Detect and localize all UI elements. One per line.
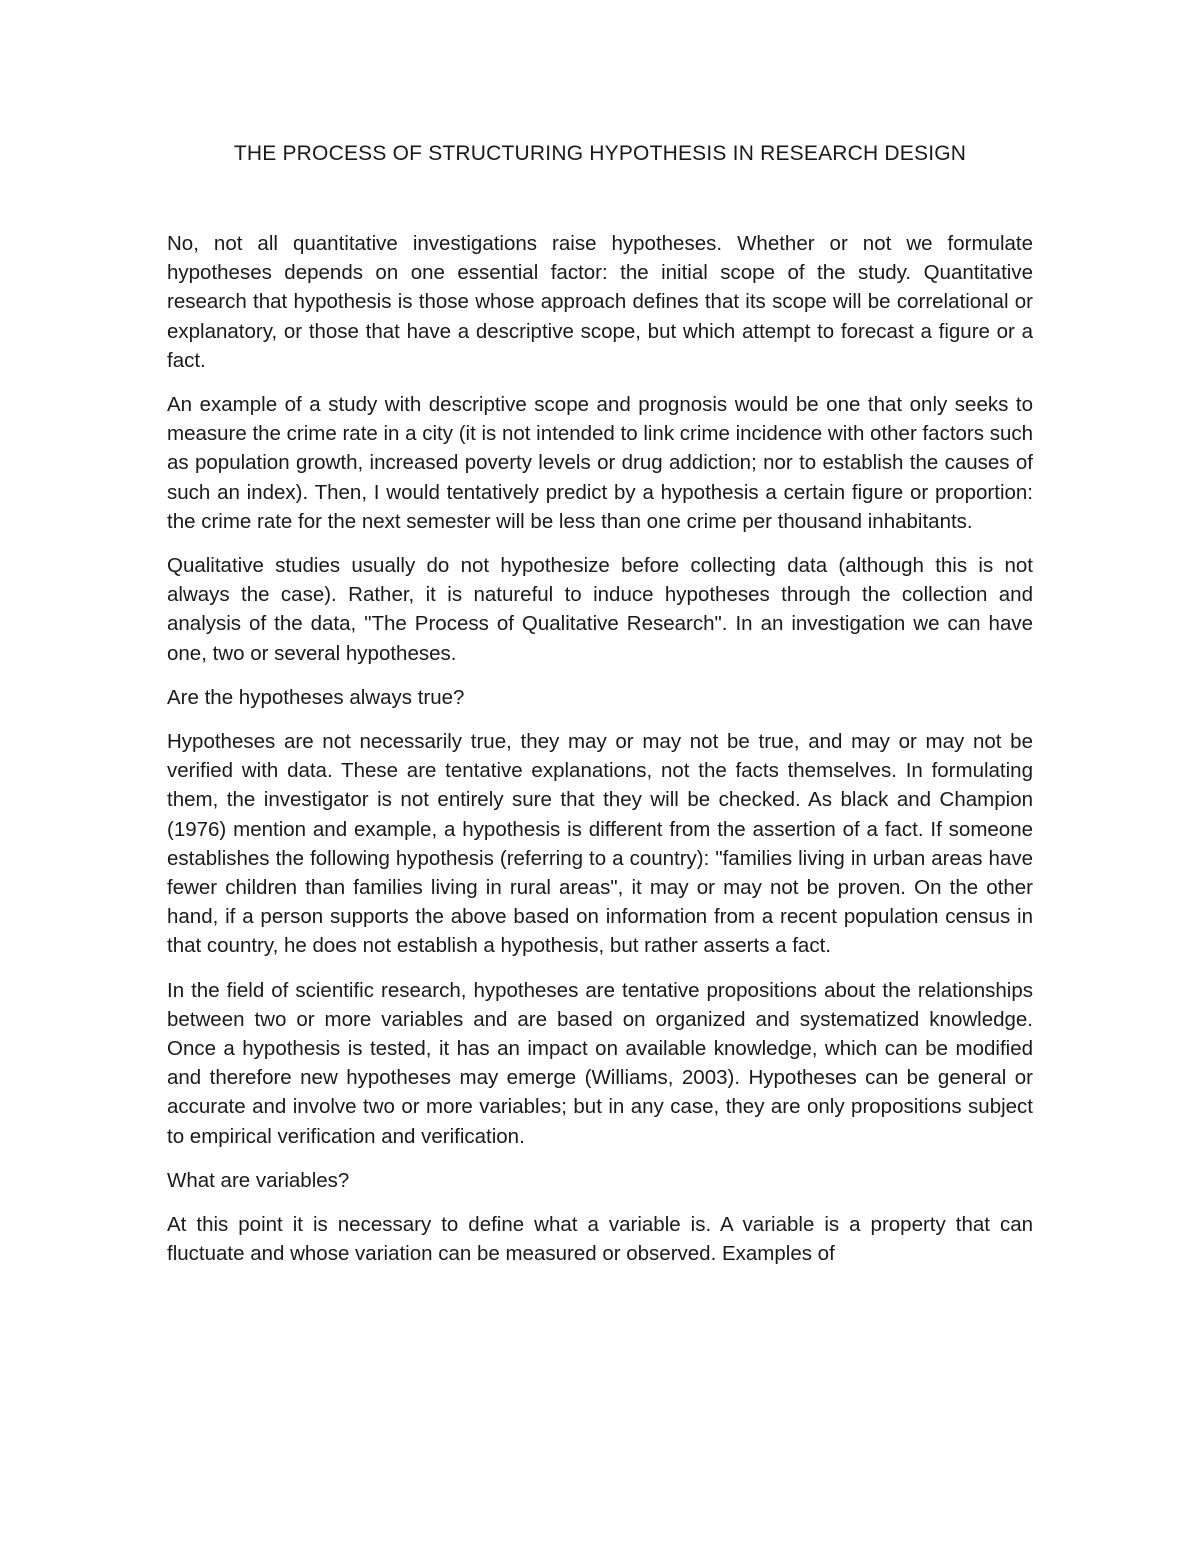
paragraph-variable-definition: At this point it is necessary to define what a variable is. A variable is a property that can fluctuate and whose variation can be measured or observed. Examples of	[167, 1213, 1033, 1266]
paragraph-hypotheses-not-true: Hypotheses are not necessarily true, they may or may not be true, and may or may not be verified with data. These are tentative explanations, not the facts themselves. In formulating them, the investigator is not entirely sure that they will be checked. As black and Champion (1976) mention and example, a hypothesis is different from the assertion of a fact. If someone establishes the following hypothesis (referring to a country): "families living in urban areas have fewer children than families living in rural areas", it may or may not be proven. On the other hand, if a person supports the above based on information from a recent population census in that country, he does not establish a hypothesis, but rather asserts a fact.	[167, 730, 1033, 958]
paragraph-descriptive-example: An example of a study with descriptive scope and prognosis would be one that only seeks to measure the crime rate in a city (it is not intended to link crime incidence with other factors such as population growth, increased poverty levels or drug addiction; nor to establish the causes of such an index). Then, I would tentatively predict by a hypothesis a certain figure or proportion: the crime rate for the next semester will be less than one crime per thousand inhabitants.	[167, 393, 1033, 533]
paragraph-scientific-research: In the field of scientific research, hypotheses are tentative propositions about the relationships between two or more variables and are based on organized and systematized knowledge. Once a hypothesis is tested, it has an impact on available knowledge, which can be modified and therefore new hypotheses may emerge (Williams, 2003). Hypotheses can be general or accurate and involve two or more variables; but in any case, they are only propositions subject to empirical verification and verification.	[167, 978, 1033, 1148]
paragraph-quantitative-hypotheses: No, not all quantitative investigations raise hypotheses. Whether or not we formulate hypotheses depends on one essential factor: the initial scope of the study. Quantitative research that hypothesis is those whose approach defines that its scope will be correlational or explanatory, or those that have a descriptive scope, but which attempt to forecast a figure or a fact.	[167, 232, 1033, 372]
document-title: THE PROCESS OF STRUCTURING HYPOTHESIS IN RESEARCH DESIGN	[233, 142, 967, 165]
paragraph-qualitative-studies: Qualitative studies usually do not hypothesize before collecting data (although this is not always the case). Rather, it is natureful to induce hypotheses through the collection and analysis of the data, "The Process of Qualitative Research". In an investigation we can have one, two or several hypotheses.	[167, 554, 1033, 665]
document-body	[167, 229, 1033, 1269]
heading-hypotheses-true: Are the hypotheses always true?	[167, 685, 465, 709]
heading-what-are-variables: What are variables?	[167, 1168, 350, 1192]
